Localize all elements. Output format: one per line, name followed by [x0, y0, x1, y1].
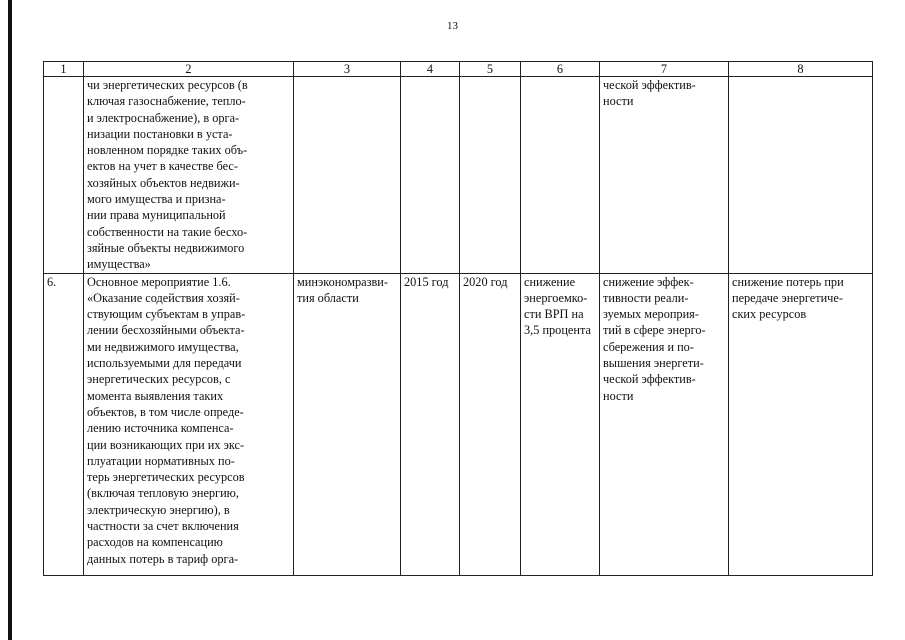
scan-edge-bar: [8, 0, 12, 640]
cell-text-line: объектов, в том числе опреде-: [87, 404, 244, 419]
cell-text-line: электрическую энергию), в: [87, 502, 230, 517]
cell-text-line: сбережения и по-: [603, 339, 694, 354]
cell-text-line: ключая газоснабжение, тепло-: [87, 94, 246, 109]
cell-start-year: [401, 77, 460, 274]
cell-text-line: чи энергетических ресурсов (в: [87, 78, 248, 92]
cell-text-line: снижение: [524, 274, 576, 289]
cell-text-line: собственности на такие бесхо-: [87, 224, 248, 239]
cell-text-line: ности: [603, 388, 634, 403]
cell-expected-result: [521, 273, 600, 575]
cell-measure: [84, 273, 294, 575]
cell-text-line: ских ресурсов: [732, 307, 807, 322]
cell-text-line: вышения энергети-: [603, 356, 704, 371]
col-header-3: 3: [294, 62, 401, 77]
col-header-6: 6: [521, 62, 600, 77]
cell-text-line: энергоемко-: [524, 290, 588, 305]
cell-text-line: ческой эффектив-: [603, 78, 696, 92]
cell-text-line: тивности реали-: [603, 290, 689, 305]
cell-text-line: используемыми для передачи: [87, 356, 242, 371]
cell-text-line: ции возникающих при их экс-: [87, 437, 245, 452]
cell-text-line: зуемых мероприя-: [603, 307, 699, 322]
cell-text-line: ектов на учет в качестве бес-: [87, 159, 238, 174]
cell-text-line: и электроснабжение), в орга-: [87, 110, 240, 125]
col-header-1: 1: [44, 62, 84, 77]
cell-text-line: Основное мероприятие 1.6.: [87, 274, 231, 289]
page-number: 13: [447, 20, 458, 32]
cell-text-line: момента выявления таких: [87, 388, 224, 403]
table-row: [44, 273, 873, 575]
cell-consequences: [600, 77, 729, 274]
cell-text-line: нии права муниципальной: [87, 208, 226, 223]
col-header-2: 2: [84, 62, 294, 77]
cell-text-line: энергетических ресурсов, с: [87, 372, 231, 387]
cell-text-line: данных потерь в тариф орга-: [87, 551, 239, 566]
cell-text-line: новленном порядке таких объ-: [87, 143, 248, 158]
cell-text-line: терь энергетических ресурсов: [87, 470, 245, 485]
cell-text-line: сти ВРП на: [524, 307, 584, 322]
cell-text-line: мого имущества и призна-: [87, 192, 226, 207]
cell-executor: [294, 77, 401, 274]
cell-text-line: тия области: [297, 290, 359, 305]
cell-consequences: [600, 273, 729, 575]
cell-text-line: ми недвижимого имущества,: [87, 339, 239, 354]
col-header-5: 5: [460, 62, 521, 77]
cell-text-line: расходов на компенсацию: [87, 535, 223, 550]
cell-text-line: хозяйных объектов недвижи-: [87, 175, 240, 190]
cell-end-year: 2020 год: [460, 273, 521, 575]
cell-text-line: «Оказание содействия хозяй-: [87, 290, 240, 305]
cell-text-line: снижение эффек-: [603, 274, 694, 289]
cell-text-line: тий в сфере энерго-: [603, 323, 706, 338]
cell-indicator-link: [729, 273, 873, 575]
cell-text-line: ствующим субъектам в управ-: [87, 307, 246, 322]
cell-text-line: минэкономразви-: [297, 274, 388, 289]
header-row: [44, 62, 873, 77]
cell-text-line: 3,5 процента: [524, 323, 591, 338]
cell-text-line: снижение потерь при: [732, 274, 844, 289]
cell-executor: [294, 273, 401, 575]
measures-table: [43, 61, 873, 576]
cell-text-line: частности за счет включения: [87, 519, 239, 534]
table-row: [44, 77, 873, 274]
cell-number: 6.: [44, 273, 84, 575]
col-header-8: 8: [729, 62, 873, 77]
cell-text-line: плуатации нормативных по-: [87, 453, 235, 468]
cell-text-line: лении бесхозяйными объекта-: [87, 323, 245, 338]
col-header-7: 7: [600, 62, 729, 77]
cell-text-line: низации постановки в уста-: [87, 126, 233, 141]
cell-number: [44, 77, 84, 274]
cell-text-line: (включая тепловую энергию,: [87, 486, 239, 501]
cell-text-line: ности: [603, 94, 634, 109]
col-header-4: 4: [401, 62, 460, 77]
cell-text-line: имущества»: [87, 257, 151, 272]
cell-text-line: ческой эффектив-: [603, 372, 696, 387]
cell-measure: [84, 77, 294, 274]
cell-text-line: передаче энергетиче-: [732, 290, 843, 305]
cell-text-line: зяйные объекты недвижимого: [87, 240, 245, 255]
cell-end-year: [460, 77, 521, 274]
cell-indicator-link: [729, 77, 873, 274]
cell-text-line: лению источника компенса-: [87, 421, 234, 436]
cell-start-year: 2015 год: [401, 273, 460, 575]
cell-expected-result: [521, 77, 600, 274]
